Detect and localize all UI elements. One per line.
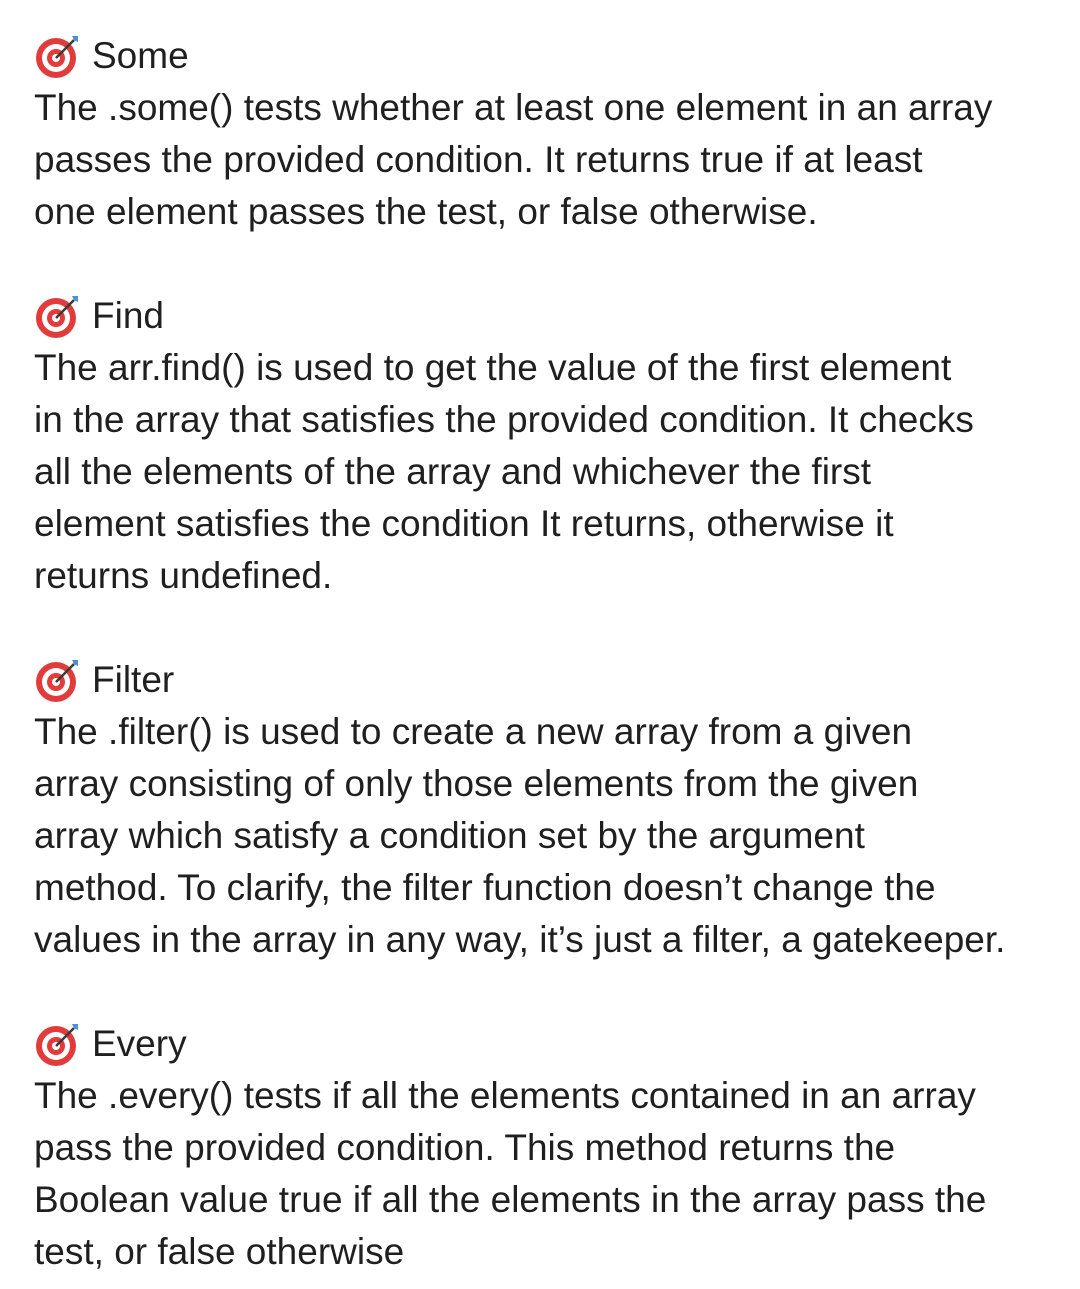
direct-hit-icon xyxy=(34,32,82,80)
section-title: Filter xyxy=(92,659,175,700)
direct-hit-icon xyxy=(34,292,82,340)
section-heading xyxy=(34,290,1064,342)
section-filter xyxy=(34,654,1064,966)
section-description: The .some() tests whether at least one element in an array passes the provided condition. It returns true if at least one element passes the test, or false otherwise. xyxy=(34,87,993,232)
section-heading xyxy=(34,1018,1064,1070)
document xyxy=(34,30,1064,1278)
section-heading xyxy=(34,654,1064,706)
section-description: The arr.find() is used to get the value of the first element in the array that satisfies the provided condition. It checks all the elements of the array and whichever the first element satisfies the condition It returns, otherwise it returns undefined. xyxy=(34,347,974,596)
section-description: The .filter() is used to create a new array from a given array consisting of only those elements from the given array which satisfy a condition set by the argument method. To clarify, the filter function doesn’t change the values in the array in any way, it’s just a filter, a gatekeeper. xyxy=(34,711,1006,960)
section-title: Every xyxy=(92,1023,187,1064)
direct-hit-icon xyxy=(34,656,82,704)
section-title: Some xyxy=(92,35,189,76)
section-description: The .every() tests if all the elements contained in an array pass the provided condition. This method returns the Boolean value true if all the elements in the array pass the test, or false otherwise xyxy=(34,1075,987,1272)
section-heading xyxy=(34,30,1064,82)
section-title: Find xyxy=(92,295,164,336)
section-find xyxy=(34,290,1064,602)
section-some xyxy=(34,30,1064,238)
direct-hit-icon xyxy=(34,1020,82,1068)
section-every xyxy=(34,1018,1064,1278)
